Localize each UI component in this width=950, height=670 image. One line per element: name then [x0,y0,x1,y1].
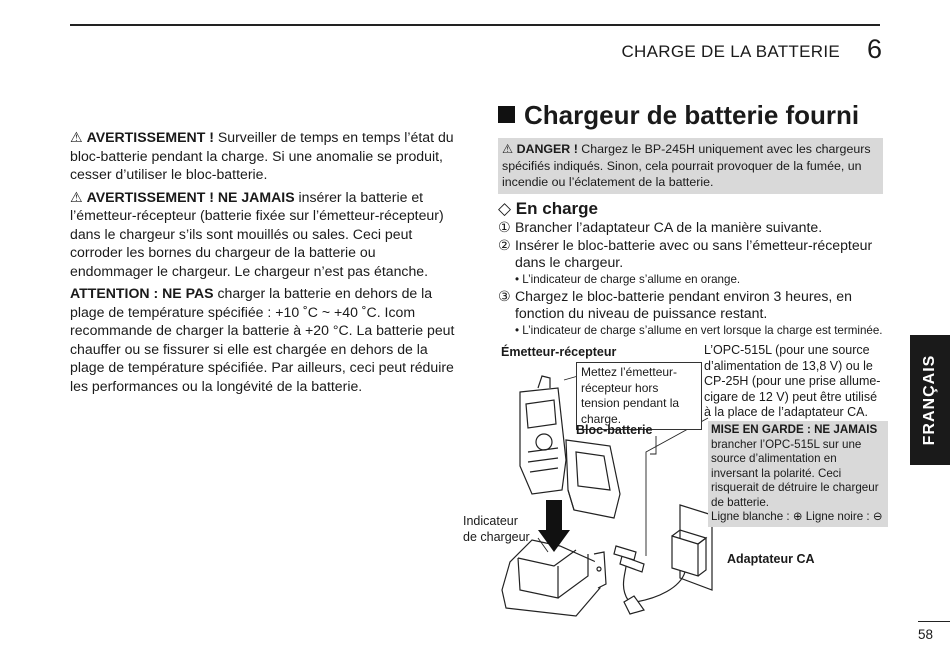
top-rule [70,24,880,26]
battery-pack [566,440,620,518]
step-3: ③ Chargez le bloc-batterie pendant environ 3 heures, en fonction du niveau de puissance restant. [498,287,852,321]
warning-paragraph-1: ⚠ AVERTISSEMENT ! Surveiller de temps en temps l’état du bloc-batterie pendant la charge. Si une anomalie se produit, cesser d’utiliser le bloc-batterie. [70,129,454,182]
warning-icon: ⚠ [70,129,87,145]
danger-label: DANGER ! [516,142,578,156]
mise-en-garde-box: MISE EN GARDE : NE JAMAIS brancher l’OPC-515L sur une source d’alimentation en inversant la polarité. Ceci risquerait de détruire le chargeur de batterie. Ligne blanche : ⊕ Ligne noire : ⊖ [708,421,888,527]
warning-paragraph-2: ⚠ AVERTISSEMENT ! NE JAMAIS insérer la batterie et l’émetteur-récepteur (batterie fixée sur l’émetteur-récepteur) dans le chargeur s’ils sont mouillés ou sales. Ceci peut corroder les bornes du chargeur de la batterie ou endommager le chargeur. Le chargeur n’est pas étanche. [70,188,444,279]
transceiver-label: Émetteur-récepteur [501,345,617,359]
step-3-bullet: • L’indicateur de charge s’allume en vert lorsque la charge est terminée. [515,323,883,337]
ac-adapter [672,536,698,576]
mise-label: MISE EN GARDE : NE JAMAIS [711,423,878,436]
warning-icon: ⚠ [502,142,517,156]
warning-icon: ⚠ [70,188,87,205]
opc-note: L’OPC-515L (pour une source d’alimentation de 13,8 V) ou le CP-25H (pour une prise allume-cigare de 12 V) peut être utilisé à la place de l’adaptateur CA. [704,343,881,419]
bottom-rule [918,621,950,622]
warning-label: AVERTISSEMENT ! [86,129,214,145]
indicator-label-line1: Indicateur [463,514,518,528]
steps-list [498,219,883,339]
page-number: 58 [918,627,934,642]
indicator-label-line2: de chargeur [463,530,530,544]
language-tab: FRANÇAIS [910,335,950,465]
power-off-note: Mettez l’émetteur-récepteur hors tension pendant la charge. [576,362,702,430]
polarity-line: Ligne blanche : ⊕ Ligne noire : ⊖ [711,510,883,523]
caution-label: ATTENTION : NE PAS [70,285,214,301]
warning-label: AVERTISSEMENT ! NE JAMAIS [86,188,295,205]
step-1: ① Brancher l’adaptateur CA de la manière suivante. [498,219,823,235]
battery-label: Bloc-batterie [576,423,653,437]
diamond-icon: ◇ [498,199,516,218]
running-header: CHARGE DE LA BATTERIE [621,42,840,61]
left-column [70,128,455,399]
danger-box: ⚠ DANGER ! Chargez le BP-245H uniquement avec les chargeurs spécifiés indiqués. Sinon, cela pourrait provoquer de la fumée, un incendie ou l’éclatement de la batterie. [498,138,883,194]
adapter-label: Adaptateur CA [727,552,815,566]
caution-paragraph: ATTENTION : NE PAS charger la batterie en dehors de la plage de température spécifiée : +10 ˚C ~ +40 ˚C. Icom recommande de charger la batterie à +20 °C. La batterie peut chauffer ou se fissurer si elle est chargée en dehors de la plage de température spécifiée. Par ailleurs, ceci peut réduire les performances ou la longévité de la batterie. [70,285,455,394]
section-title: Chargeur de batterie fourni [498,100,859,131]
sub-title: ◇ En charge [498,199,598,218]
step-2: ② Insérer le bloc-batterie avec ou sans l’émetteur-récepteur dans le chargeur. [498,236,873,270]
square-bullet-icon [498,106,515,123]
chapter-number: 6 [866,34,882,64]
step-2-bullet: • L’indicateur de charge s’allume en orange. [515,272,741,286]
